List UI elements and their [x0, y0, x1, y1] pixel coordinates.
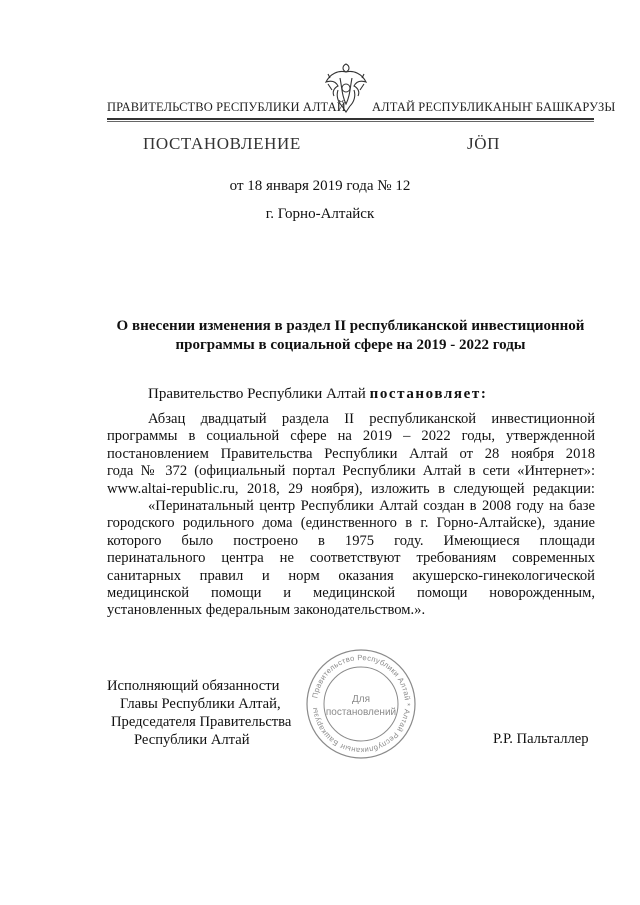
signatory-title-line: Республики Алтай	[134, 732, 250, 748]
signatory-title-line: Исполняющий обязанности	[107, 678, 280, 694]
signatory-title-line: Главы Республики Алтай,	[120, 696, 281, 712]
body-line: постановлением Правительства Республики Алтай от 28 ноября 2018	[107, 445, 595, 462]
document-body	[107, 411, 595, 620]
body-line: городского родильного дома (единственного в г. Горно-Алтайске), здание	[107, 515, 595, 532]
body-line: года № 372 (официальный портал Республики Алтай в сети «Интернет»:	[107, 463, 595, 480]
stamp-center-line: Для	[351, 694, 371, 705]
body-line: Абзац двадцатый раздела II республиканской инвестиционной	[148, 411, 595, 427]
title-line: О внесении изменения в раздел II республиканской инвестиционной	[116, 318, 585, 334]
doc-type-russian: ПОСТАНОВЛЕНИЕ	[143, 134, 301, 153]
resolve-text: Правительство Республики Алтай	[148, 386, 370, 402]
document-city: г. Горно-Алтайск	[265, 206, 375, 222]
signatory-title-line: Председателя Правительства	[111, 714, 292, 730]
signatory-title	[107, 677, 291, 749]
title-line: программы в социальной сфере на 2019 - 2022 годы	[175, 337, 526, 353]
body-line: медицинской помощи и медицинской помощи новорожденным,	[107, 584, 595, 601]
document-title	[107, 317, 594, 355]
resolve-keyword: постановляет:	[369, 386, 488, 402]
body-line: www.altai-republic.ru, 2018, 29 ноября), изложить в следующей редакции:	[107, 480, 595, 497]
official-stamp	[305, 648, 417, 760]
header-rule-thin	[107, 121, 594, 122]
org-name-russian: ПРАВИТЕЛЬСТВО РЕСПУБЛИКИ АЛТАЙ	[107, 100, 346, 114]
signatory-name: Р.Р. Пальталлер	[493, 731, 589, 747]
document-date: от 18 января 2019 года № 12	[229, 178, 411, 194]
body-line: установленных федеральным законодательством.».	[107, 602, 426, 619]
body-line: санитарных правил и норм оказания акушерско-гинекологической	[107, 567, 595, 584]
org-name-altai: АЛТАЙ РЕСПУБЛИКАНЫҤ БАШКАРУЗЫ	[372, 100, 616, 114]
header-rule	[107, 118, 594, 120]
body-line: перинатального центра не соответствуют требованиям современных	[107, 550, 595, 567]
resolve-clause	[148, 386, 487, 403]
stamp-center-line: постановлений	[325, 707, 397, 718]
body-line: которого было построено в 1975 году. Имеющиеся площади	[107, 532, 595, 549]
body-line: «Перинатальный центр Республики Алтай создан в 2008 году на базе	[148, 497, 595, 514]
body-line: программы в социальной сфере на 2019 – 2022 годы, утвержденной	[107, 428, 595, 445]
doc-type-altai: ЈӦП	[467, 134, 500, 153]
stamp-ring-text: Правительство Республики Алтай * Алтай Республиканыҥ Башкарузы	[310, 652, 413, 756]
